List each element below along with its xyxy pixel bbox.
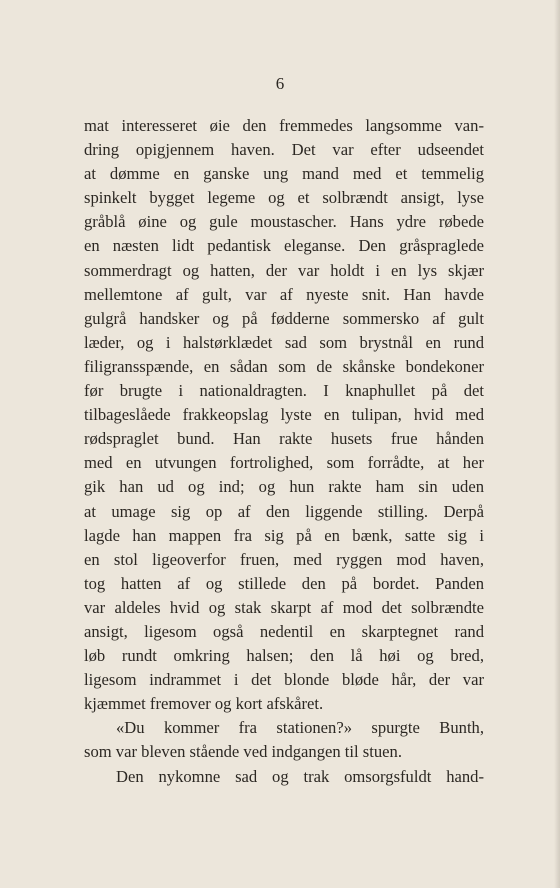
text-line: mat interesseret øie den fremmedes langsomme van-: [84, 116, 484, 135]
page-number: 6: [275, 74, 285, 93]
text-line: en stol ligeoverfor fruen, med ryggen mod haven,: [84, 549, 484, 569]
text-line: løb rundt omkring halsen; den lå høi og bred,: [84, 646, 484, 666]
text-line: tilbageslåede frakkeopslag lyste en tulipan, hvid med: [84, 405, 484, 425]
text-line: Den nykomne sad og trak omsorgsfuldt hand-: [116, 766, 484, 786]
text-line: rødspraglet bund. Han rakte husets frue hånden: [84, 429, 484, 449]
text-line: gulgrå handsker og på fødderne sommersko af gult: [84, 308, 484, 328]
text-line: som var bleven stående ved indgangen til stuen.: [84, 742, 402, 762]
text-line: mellemtone af gult, var af nyeste snit. Han havde: [84, 284, 484, 304]
text-line: at umage sig op af den liggende stilling. Derpå: [84, 501, 484, 521]
page-edge-shadow: [554, 0, 560, 888]
text-line: med en utvungen fortrolighed, som forrådte, at her: [84, 453, 484, 473]
text-line: gik han ud og ind; og hun rakte ham sin uden: [84, 477, 484, 497]
text-line: spinkelt bygget legeme og et solbrændt ansigt, lyse: [84, 188, 484, 208]
text-line: sommerdragt og hatten, der var holdt i en lys skjær: [84, 260, 484, 280]
text-line: lagde han mappen fra sig på en bænk, satte sig i: [84, 525, 484, 545]
text-line: ligesom indrammet i det blonde bløde hår, der var: [84, 670, 484, 690]
text-line: før brugte i nationaldragten. I knaphullet på det: [84, 381, 484, 401]
text-line: læder, og i halstørklædet sad som brystnål en rund: [84, 332, 484, 352]
body-text: [84, 114, 484, 789]
text-line: var aldeles hvid og stak skarpt af mod det solbrændte: [84, 597, 484, 617]
text-line: dring opigjennem haven. Det var efter udseendet: [84, 140, 484, 160]
text-line: at dømme en ganske ung mand med et temmelig: [84, 164, 484, 184]
text-line: en næsten lidt pedantisk eleganse. Den gråspraglede: [84, 236, 484, 256]
text-line: gråblå øine og gule moustascher. Hans ydre røbede: [84, 212, 484, 232]
text-line: filigransspænde, en sådan som de skånske bondekoner: [84, 356, 484, 376]
text-line: kjæmmet fremover og kort afskåret.: [84, 694, 324, 714]
text-line: tog hatten af og stillede den på bordet. Panden: [84, 573, 484, 593]
text-line: «Du kommer fra stationen?» spurgte Bunth,: [116, 718, 484, 738]
text-line: ansigt, ligesom også nedentil en skarptegnet rand: [84, 621, 484, 641]
